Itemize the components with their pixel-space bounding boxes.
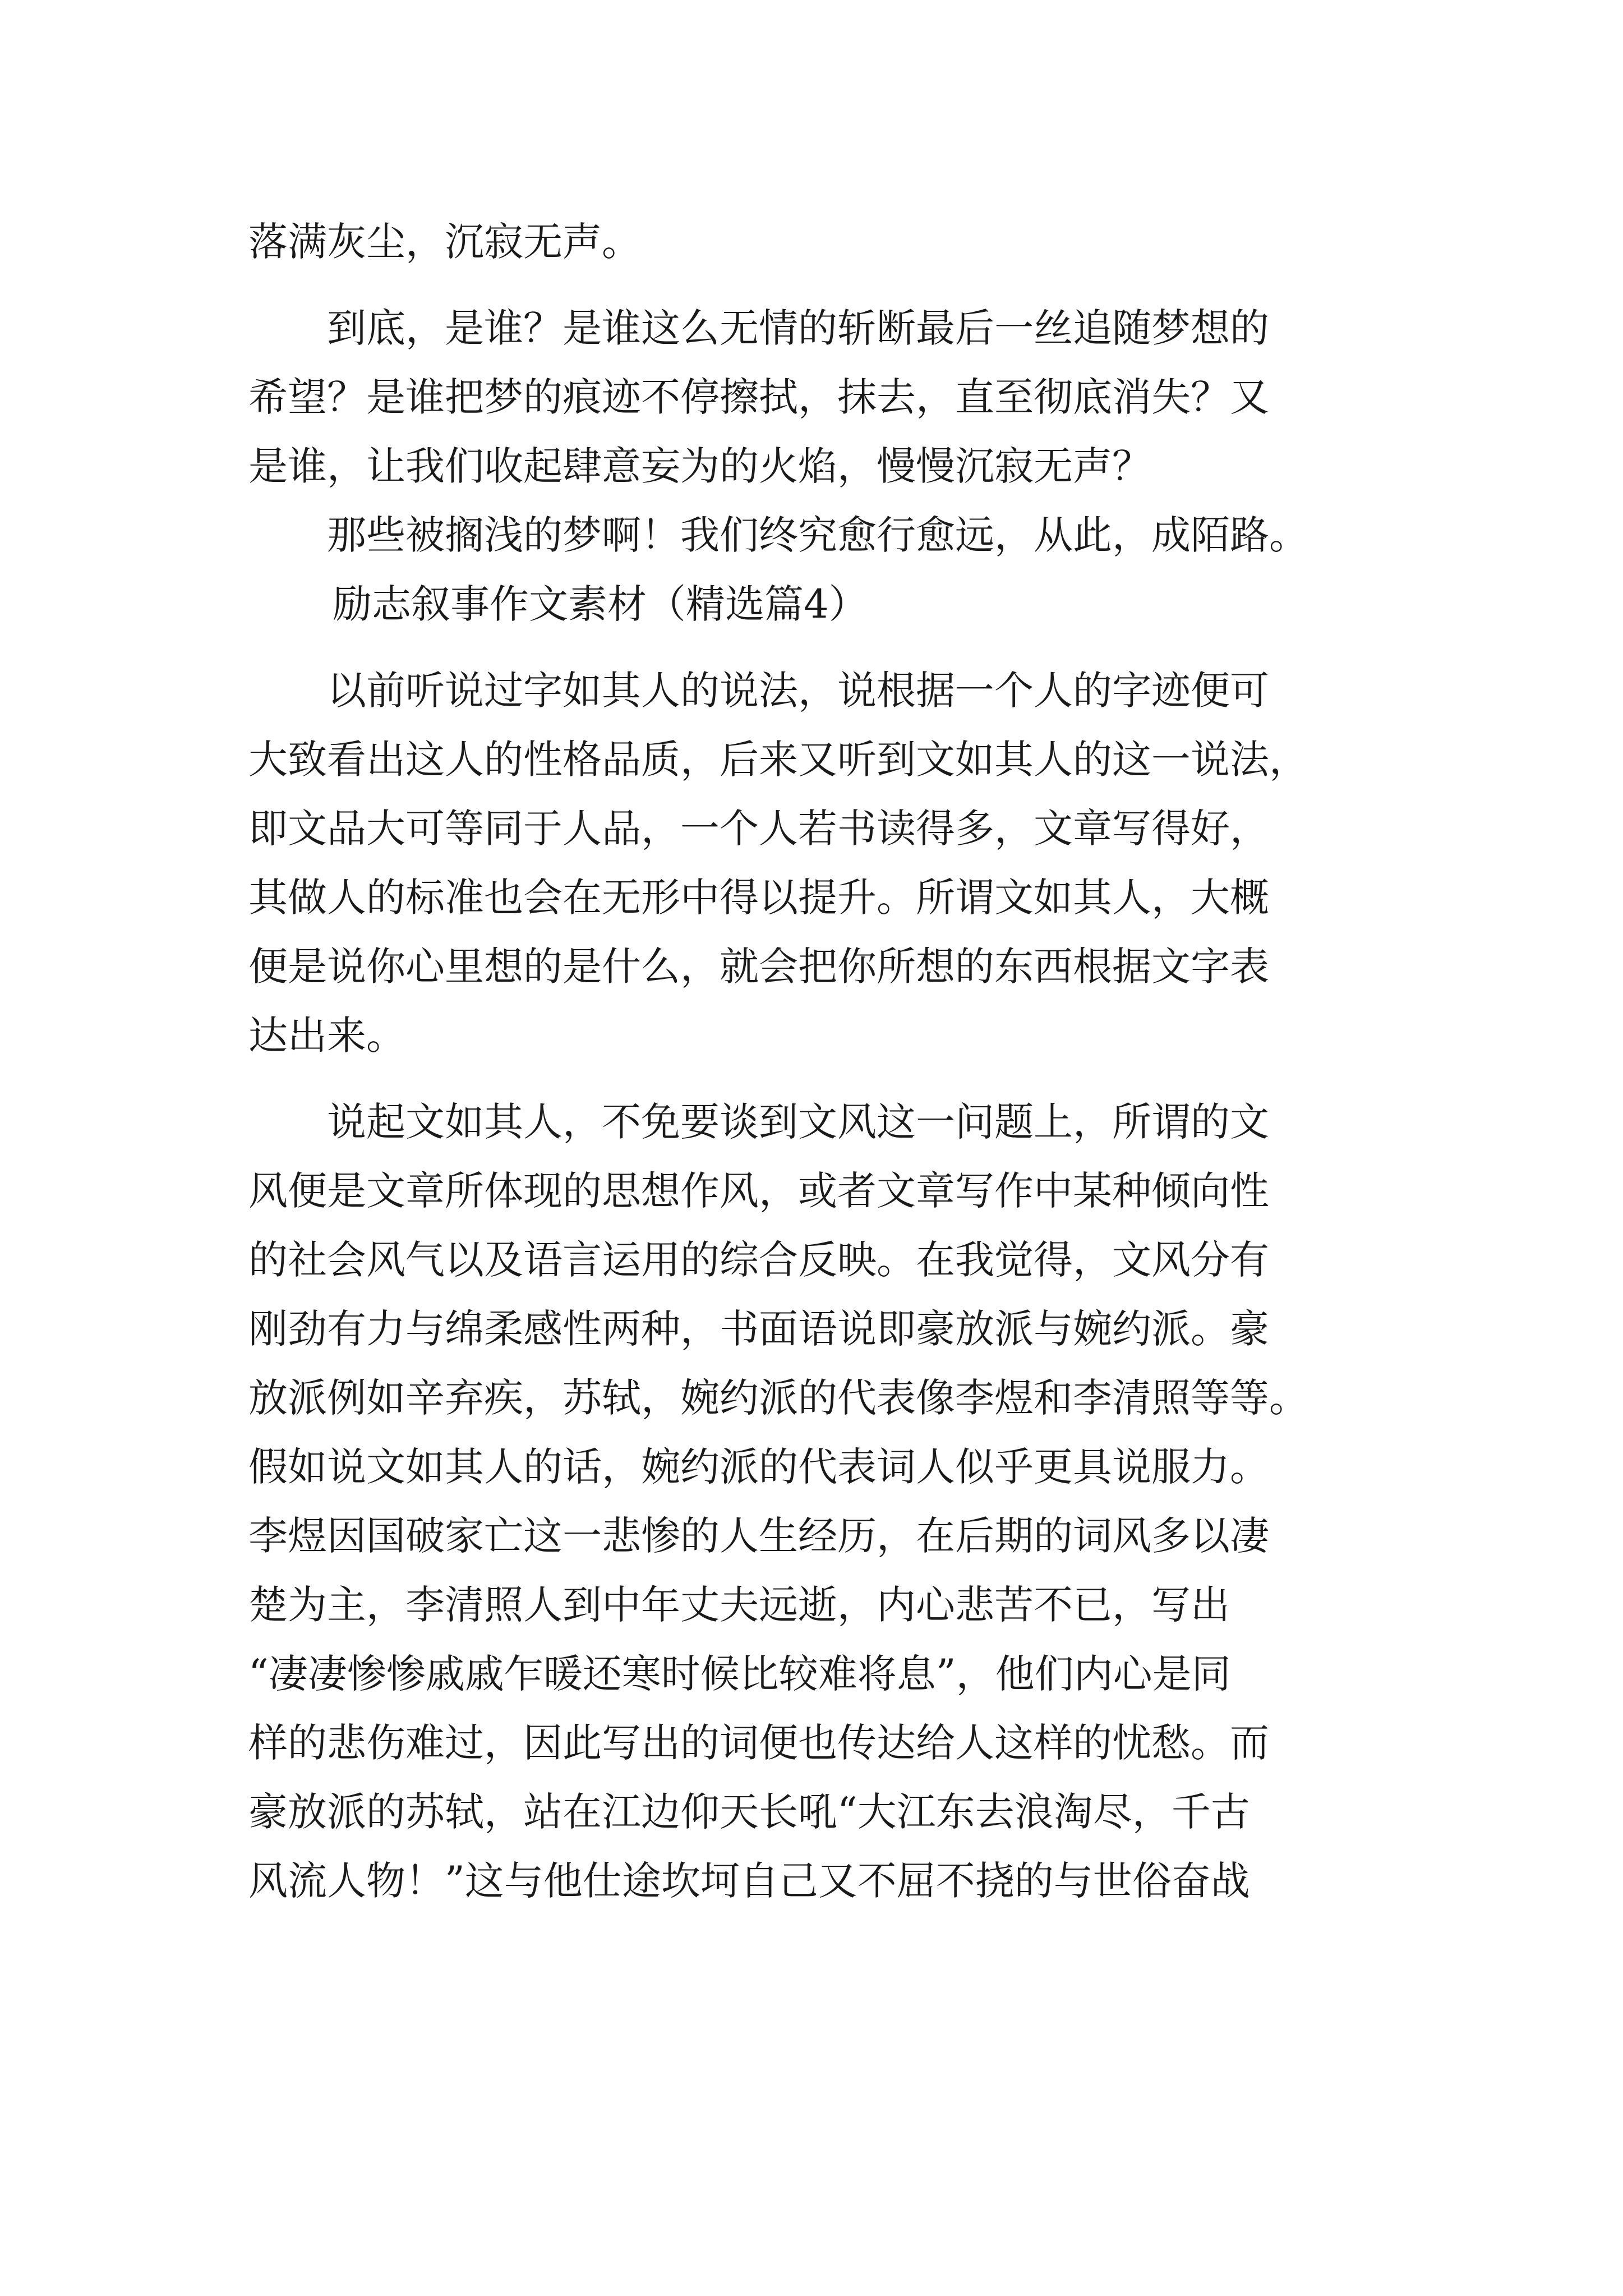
paragraph-gap [248, 639, 1387, 656]
text-line: 样的悲伤难过，因此写出的词便也传达给人这样的忧愁。而 [248, 1720, 1269, 1766]
text-line: 到底，是谁？是谁这么无情的斩断最后一丝追随梦想的 [327, 305, 1269, 351]
paragraph-gap [248, 1070, 1387, 1088]
text-line: 大致看出这人的性格品质，后来又听到文如其人的这一说法， [248, 737, 1308, 783]
text-line: 风便是文章所体现的思想作风，或者文章写作中某种倾向性 [248, 1168, 1269, 1214]
section-heading: 励志叙事作文素材（精选篇4） [333, 581, 868, 627]
text-line: 的社会风气以及语言运用的综合反映。在我觉得，文风分有 [248, 1237, 1269, 1283]
text-line: 那些被搁浅的梦啊！我们终究愈行愈远，从此，成陌路。 [327, 512, 1308, 558]
text-line: 假如说文如其人的话，婉约派的代表词人似乎更具说服力。 [248, 1444, 1269, 1490]
text-line: 豪放派的苏轼，站在江边仰天长吼“大江东去浪淘尽，千古 [248, 1789, 1250, 1835]
text-line: 达出来。 [248, 1013, 405, 1059]
text-line: 楚为主，李清照人到中年丈夫远逝，内心悲苦不已，写出 [248, 1582, 1230, 1628]
text-line: 放派例如辛弃疾，苏轼，婉约派的代表像李煜和李清照等等。 [248, 1375, 1308, 1421]
text-line: 说起文如其人，不免要谈到文风这一问题上，所谓的文 [327, 1099, 1269, 1145]
text-line: 李煜因国破家亡这一悲惨的人生经历，在后期的词风多以凄 [248, 1513, 1269, 1559]
text-line: 是谁，让我们收起肆意妄为的火焰，慢慢沉寂无声？ [248, 443, 1151, 489]
text-line: 落满灰尘，沉寂无声。 [248, 219, 641, 265]
text-line: 刚劲有力与绵柔感性两种，书面语说即豪放派与婉约派。豪 [248, 1306, 1269, 1352]
text-line: “凄凄惨惨戚戚乍暖还寒时候比较难将息”，他们内心是同 [248, 1651, 1231, 1697]
document-body [248, 208, 1387, 1916]
text-line: 风流人物！”这与他仕途坎坷自己又不屈不挠的与世俗奋战 [248, 1858, 1250, 1904]
text-line: 其做人的标准也会在无形中得以提升。所谓文如其人，大概 [248, 875, 1269, 921]
text-line: 以前听说过字如其人的说法，说根据一个人的字迹便可 [327, 668, 1269, 714]
text-line: 便是说你心里想的是什么，就会把你所想的东西根据文字表 [248, 944, 1269, 990]
paragraph-gap [248, 277, 1387, 294]
text-line: 希望？是谁把梦的痕迹不停擦拭，抹去，直至彻底消失？又 [248, 374, 1269, 420]
text-line: 即文品大可等同于人品，一个人若书读得多，文章写得好， [248, 806, 1269, 852]
